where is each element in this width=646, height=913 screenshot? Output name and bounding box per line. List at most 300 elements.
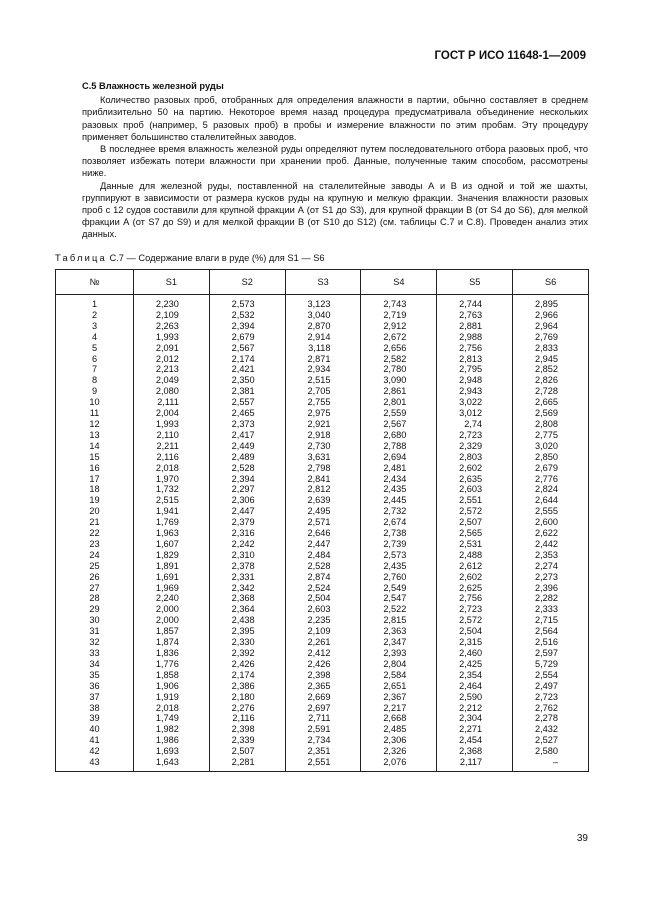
value-cell: 2,554 (513, 670, 589, 681)
value-cell: 2,004 (134, 408, 210, 419)
value-cell: 2,565 (437, 528, 513, 539)
table-row (56, 332, 589, 343)
table-row (56, 364, 589, 375)
value-cell: 2,646 (285, 528, 361, 539)
value-cell: 2,569 (513, 408, 589, 419)
table-row (56, 604, 589, 615)
value-cell: 2,261 (285, 637, 361, 648)
value-cell: 2,485 (361, 724, 437, 735)
value-cell: 2,679 (513, 463, 589, 474)
value-cell: 2,180 (209, 692, 285, 703)
value-cell: 1,836 (134, 648, 210, 659)
value-cell: 2,612 (437, 561, 513, 572)
value-cell: 1,891 (134, 561, 210, 572)
table-row (56, 648, 589, 659)
value-cell: 2,734 (285, 735, 361, 746)
value-cell: 2,091 (134, 343, 210, 354)
value-cell: 2,434 (361, 474, 437, 485)
row-number-cell: 39 (56, 713, 134, 724)
table-row (56, 724, 589, 735)
value-cell: 2,744 (437, 295, 513, 310)
value-cell: 2,826 (513, 375, 589, 386)
table-row (56, 375, 589, 386)
value-cell: 2,732 (361, 506, 437, 517)
value-cell: 2,330 (209, 637, 285, 648)
value-cell: 2,379 (209, 517, 285, 528)
value-cell: 2,354 (437, 670, 513, 681)
value-cell: 2,723 (437, 604, 513, 615)
value-cell: 2,580 (513, 746, 589, 757)
value-cell: 2,454 (437, 735, 513, 746)
table-row (56, 713, 589, 724)
value-cell: 3,020 (513, 441, 589, 452)
value-cell: 2,549 (361, 583, 437, 594)
value-cell: 2,235 (285, 615, 361, 626)
value-cell: 2,351 (285, 746, 361, 757)
value-cell: 2,363 (361, 626, 437, 637)
value-cell: 2,795 (437, 364, 513, 375)
value-cell: 2,174 (209, 670, 285, 681)
value-cell: 2,012 (134, 354, 210, 365)
row-number-cell: 41 (56, 735, 134, 746)
value-cell: 2,808 (513, 419, 589, 430)
value-cell: 2,240 (134, 593, 210, 604)
table-body (56, 295, 589, 772)
value-cell: 2,522 (361, 604, 437, 615)
value-cell: 2,396 (513, 583, 589, 594)
value-cell: 2,230 (134, 295, 210, 310)
value-cell: 2,622 (513, 528, 589, 539)
value-cell: 2,590 (437, 692, 513, 703)
row-number-cell: 23 (56, 539, 134, 550)
value-cell: 2,680 (361, 430, 437, 441)
value-cell: 2,679 (209, 332, 285, 343)
value-cell: 2,728 (513, 386, 589, 397)
value-cell: 2,281 (209, 757, 285, 771)
value-cell: 2,504 (437, 626, 513, 637)
value-cell: 1,829 (134, 550, 210, 561)
value-cell: 1,693 (134, 746, 210, 757)
table-row (56, 452, 589, 463)
value-cell: 3,040 (285, 310, 361, 321)
value-cell: 2,449 (209, 441, 285, 452)
value-cell: 2,373 (209, 419, 285, 430)
table-row (56, 583, 589, 594)
value-cell: 2,367 (361, 692, 437, 703)
value-cell: 2,833 (513, 343, 589, 354)
value-cell: 2,347 (361, 637, 437, 648)
value-cell: 2,763 (437, 310, 513, 321)
row-number-cell: 34 (56, 659, 134, 670)
row-number-cell: 42 (56, 746, 134, 757)
value-cell: 2,276 (209, 703, 285, 714)
value-cell: 2,350 (209, 375, 285, 386)
value-cell: 2,316 (209, 528, 285, 539)
value-cell: 1,986 (134, 735, 210, 746)
table-caption-label: Таблица (55, 253, 107, 263)
row-number-cell: 35 (56, 670, 134, 681)
value-cell: 2,668 (361, 713, 437, 724)
value-cell: 1,749 (134, 713, 210, 724)
row-number-cell: 1 (56, 295, 134, 310)
table-row (56, 572, 589, 583)
value-cell: 2,738 (361, 528, 437, 539)
value-cell: 2,804 (361, 659, 437, 670)
value-cell: 2,306 (361, 735, 437, 746)
section-title: С.5 Влажность железной руды (82, 81, 224, 91)
table-row (56, 321, 589, 332)
value-cell: 2,426 (285, 659, 361, 670)
value-cell: 2,719 (361, 310, 437, 321)
value-cell: 2,755 (285, 397, 361, 408)
value-cell: 2,948 (437, 375, 513, 386)
value-cell: 2,426 (209, 659, 285, 670)
value-cell: 1,963 (134, 528, 210, 539)
value-cell: 2,739 (361, 539, 437, 550)
table-row (56, 539, 589, 550)
row-number-cell: 9 (56, 386, 134, 397)
value-cell: 2,213 (134, 364, 210, 375)
value-cell: 2,584 (361, 670, 437, 681)
value-cell: 2,975 (285, 408, 361, 419)
value-cell: 2,315 (437, 637, 513, 648)
table-row (56, 386, 589, 397)
value-cell: 1,691 (134, 572, 210, 583)
value-cell: 2,435 (361, 561, 437, 572)
row-number-cell: 14 (56, 441, 134, 452)
value-cell: 2,488 (437, 550, 513, 561)
page-number: 39 (576, 833, 588, 844)
value-cell: 2,572 (437, 506, 513, 517)
value-cell: 2,697 (285, 703, 361, 714)
table-caption (55, 253, 325, 263)
row-number-cell: 21 (56, 517, 134, 528)
row-number-cell: 13 (56, 430, 134, 441)
row-number-cell: 37 (56, 692, 134, 703)
value-cell: 2,326 (361, 746, 437, 757)
value-cell: 2,918 (285, 430, 361, 441)
table-row (56, 681, 589, 692)
row-number-cell: 7 (56, 364, 134, 375)
value-cell: 2,966 (513, 310, 589, 321)
value-cell: 2,532 (209, 310, 285, 321)
value-cell: 2,881 (437, 321, 513, 332)
value-cell: 2,515 (134, 495, 210, 506)
value-cell: 2,756 (437, 593, 513, 604)
value-cell: 2,465 (209, 408, 285, 419)
value-cell: 2,304 (437, 713, 513, 724)
value-cell: 2,217 (361, 703, 437, 714)
table-row (56, 670, 589, 681)
value-cell: 2,421 (209, 364, 285, 375)
value-cell: 2,776 (513, 474, 589, 485)
value-cell: 2,571 (285, 517, 361, 528)
value-cell: 2,602 (437, 572, 513, 583)
value-cell: 2,603 (285, 604, 361, 615)
value-cell: 1,732 (134, 484, 210, 495)
value-cell: 2,813 (437, 354, 513, 365)
value-cell: 2,639 (285, 495, 361, 506)
value-cell: 2,672 (361, 332, 437, 343)
value-cell: 2,464 (437, 681, 513, 692)
table-row (56, 408, 589, 419)
value-cell: 2,527 (513, 735, 589, 746)
value-cell: 2,018 (134, 703, 210, 714)
value-cell: 2,674 (361, 517, 437, 528)
value-cell: 2,567 (209, 343, 285, 354)
value-cell: 2,625 (437, 583, 513, 594)
value-cell: 2,723 (437, 430, 513, 441)
row-number-cell: 6 (56, 354, 134, 365)
value-cell: 2,730 (285, 441, 361, 452)
value-cell: 2,110 (134, 430, 210, 441)
value-cell: 2,762 (513, 703, 589, 714)
value-cell: 2,988 (437, 332, 513, 343)
value-cell: 2,386 (209, 681, 285, 692)
value-cell: 2,895 (513, 295, 589, 310)
value-cell: 2,852 (513, 364, 589, 375)
value-cell: 2,559 (361, 408, 437, 419)
column-header: № (56, 270, 134, 295)
paragraph: В последнее время влажность железной руды определяют путем последовательного отбора разовых проб, что позволяет избежать потери влажности при хранении проб. Данные, полученные таким способом, рассмотрены ниже. (82, 144, 588, 179)
column-header: S4 (361, 270, 437, 295)
value-cell: 2,333 (513, 604, 589, 615)
table-row (56, 495, 589, 506)
column-header: S1 (134, 270, 210, 295)
value-cell: 2,000 (134, 604, 210, 615)
value-cell: 2,306 (209, 495, 285, 506)
value-cell: 2,447 (209, 506, 285, 517)
table-row (56, 757, 589, 771)
row-number-cell: 18 (56, 484, 134, 495)
value-cell: 2,111 (134, 397, 210, 408)
value-cell: 2,495 (285, 506, 361, 517)
value-cell: 1,776 (134, 659, 210, 670)
value-cell: 2,339 (209, 735, 285, 746)
value-cell: 2,531 (437, 539, 513, 550)
value-cell: 3,118 (285, 343, 361, 354)
value-cell: 2,342 (209, 583, 285, 594)
value-cell: 1,906 (134, 681, 210, 692)
table-caption-text: С.7 — Содержание влаги в руде (%) для S1 — S6 (109, 253, 325, 263)
value-cell: 2,934 (285, 364, 361, 375)
row-number-cell: 33 (56, 648, 134, 659)
value-cell: 2,497 (513, 681, 589, 692)
row-number-cell: 2 (56, 310, 134, 321)
value-cell: 2,353 (513, 550, 589, 561)
value-cell: 2,803 (437, 452, 513, 463)
table-row (56, 484, 589, 495)
row-number-cell: 24 (56, 550, 134, 561)
value-cell: 2,555 (513, 506, 589, 517)
column-header: S2 (209, 270, 285, 295)
column-header: S6 (513, 270, 589, 295)
value-cell: 2,364 (209, 604, 285, 615)
value-cell: 2,310 (209, 550, 285, 561)
value-cell: 2,438 (209, 615, 285, 626)
value-cell: 2,591 (285, 724, 361, 735)
value-cell: 2,551 (437, 495, 513, 506)
value-cell: 2,116 (134, 452, 210, 463)
table-row (56, 561, 589, 572)
value-cell: 2,395 (209, 626, 285, 637)
value-cell: 2,669 (285, 692, 361, 703)
row-number-cell: 12 (56, 419, 134, 430)
value-cell: 2,914 (285, 332, 361, 343)
value-cell: 2,018 (134, 463, 210, 474)
value-cell: 2,870 (285, 321, 361, 332)
row-number-cell: 15 (56, 452, 134, 463)
value-cell: 2,460 (437, 648, 513, 659)
value-cell: 1,969 (134, 583, 210, 594)
document-header: ГОСТ Р ИСО 11648-1—2009 (434, 50, 586, 62)
value-cell: 2,912 (361, 321, 437, 332)
value-cell: 2,442 (513, 539, 589, 550)
value-cell: 2,715 (513, 615, 589, 626)
row-number-cell: 26 (56, 572, 134, 583)
row-number-cell: 16 (56, 463, 134, 474)
table-row (56, 463, 589, 474)
value-cell: 2,049 (134, 375, 210, 386)
value-cell: 2,274 (513, 561, 589, 572)
value-cell: 2,116 (209, 713, 285, 724)
value-cell: 2,780 (361, 364, 437, 375)
table-row (56, 692, 589, 703)
value-cell: 2,801 (361, 397, 437, 408)
value-cell: 2,435 (361, 484, 437, 495)
value-cell: 2,368 (437, 746, 513, 757)
value-cell: 2,297 (209, 484, 285, 495)
table-row (56, 626, 589, 637)
value-cell: 2,644 (513, 495, 589, 506)
row-number-cell: 25 (56, 561, 134, 572)
value-cell: 2,557 (209, 397, 285, 408)
value-cell: 2,211 (134, 441, 210, 452)
value-cell: 2,597 (513, 648, 589, 659)
row-number-cell: 38 (56, 703, 134, 714)
row-number-cell: 32 (56, 637, 134, 648)
moisture-table (55, 269, 589, 772)
value-cell: 2,109 (285, 626, 361, 637)
value-cell: 2,871 (285, 354, 361, 365)
value-cell: 2,635 (437, 474, 513, 485)
value-cell: 2,507 (209, 746, 285, 757)
value-cell: 2,824 (513, 484, 589, 495)
value-cell: 2,282 (513, 593, 589, 604)
value-cell: 2,504 (285, 593, 361, 604)
value-cell: 1,993 (134, 332, 210, 343)
value-cell: 2,788 (361, 441, 437, 452)
value-cell: 2,603 (437, 484, 513, 495)
value-cell: 1,993 (134, 419, 210, 430)
value-cell: 2,393 (361, 648, 437, 659)
value-cell: 2,273 (513, 572, 589, 583)
value-cell: 2,528 (285, 561, 361, 572)
value-cell: 2,567 (361, 419, 437, 430)
value-cell: 2,000 (134, 615, 210, 626)
value-cell: 2,080 (134, 386, 210, 397)
row-number-cell: 8 (56, 375, 134, 386)
row-number-cell: 28 (56, 593, 134, 604)
value-cell: 2,481 (361, 463, 437, 474)
row-number-cell: 31 (56, 626, 134, 637)
table-header-row (56, 270, 589, 295)
value-cell: 2,945 (513, 354, 589, 365)
value-cell: 2,602 (437, 463, 513, 474)
table-row (56, 441, 589, 452)
value-cell: 3,631 (285, 452, 361, 463)
table-row (56, 310, 589, 321)
value-cell: 2,331 (209, 572, 285, 583)
value-cell: 2,665 (513, 397, 589, 408)
value-cell: 2,74 (437, 419, 513, 430)
value-cell: 2,656 (361, 343, 437, 354)
value-cell: 2,515 (285, 375, 361, 386)
value-cell: 2,798 (285, 463, 361, 474)
row-number-cell: 40 (56, 724, 134, 735)
value-cell: 2,815 (361, 615, 437, 626)
row-number-cell: 27 (56, 583, 134, 594)
value-cell: 2,874 (285, 572, 361, 583)
value-cell: 2,484 (285, 550, 361, 561)
table-row (56, 343, 589, 354)
value-cell: 2,378 (209, 561, 285, 572)
value-cell: 2,392 (209, 648, 285, 659)
value-cell: 1,607 (134, 539, 210, 550)
value-cell: 2,573 (209, 295, 285, 310)
value-cell: 2,551 (285, 757, 361, 771)
table-row (56, 637, 589, 648)
table-row (56, 354, 589, 365)
value-cell: 2,694 (361, 452, 437, 463)
table-row (56, 735, 589, 746)
value-cell: 2,524 (285, 583, 361, 594)
value-cell: 2,769 (513, 332, 589, 343)
value-cell: 2,760 (361, 572, 437, 583)
value-cell: 2,076 (361, 757, 437, 771)
value-cell: 1,857 (134, 626, 210, 637)
row-number-cell: 10 (56, 397, 134, 408)
row-number-cell: 22 (56, 528, 134, 539)
table-row (56, 593, 589, 604)
value-cell: 2,432 (513, 724, 589, 735)
value-cell: 3,123 (285, 295, 361, 310)
value-cell: 1,769 (134, 517, 210, 528)
value-cell: 2,547 (361, 593, 437, 604)
paragraph: Данные для железной руды, поставленной на сталелитейные заводы А и В из одной и той же шахты, группируют в зависимости от размера кусков руды на крупную и мелкую фракции. Значения влажности разовых проб с 12 судов составили для крупной фракции А (от S1 до S3), для крупной фракции В (от S4 до S6), для мелкой фракции А (от S7 до S9) и для мелкой фракции В (от S10 до S12) (см. таблицы С.7 и С.8). Проведен анализ этих данных. (82, 180, 588, 240)
value-cell: 1,858 (134, 670, 210, 681)
table-row (56, 430, 589, 441)
row-number-cell: 36 (56, 681, 134, 692)
table-row (56, 419, 589, 430)
table-row (56, 746, 589, 757)
value-cell: 2,582 (361, 354, 437, 365)
value-cell: 2,212 (437, 703, 513, 714)
value-cell: 2,278 (513, 713, 589, 724)
value-cell: 1,874 (134, 637, 210, 648)
value-cell: 2,368 (209, 593, 285, 604)
value-cell: 2,417 (209, 430, 285, 441)
value-cell: 2,381 (209, 386, 285, 397)
value-cell: 2,398 (285, 670, 361, 681)
table-row (56, 506, 589, 517)
value-cell: 2,242 (209, 539, 285, 550)
value-cell: 1,643 (134, 757, 210, 771)
value-cell: 2,394 (209, 474, 285, 485)
value-cell: 1,970 (134, 474, 210, 485)
table-row (56, 397, 589, 408)
value-cell: 2,445 (361, 495, 437, 506)
